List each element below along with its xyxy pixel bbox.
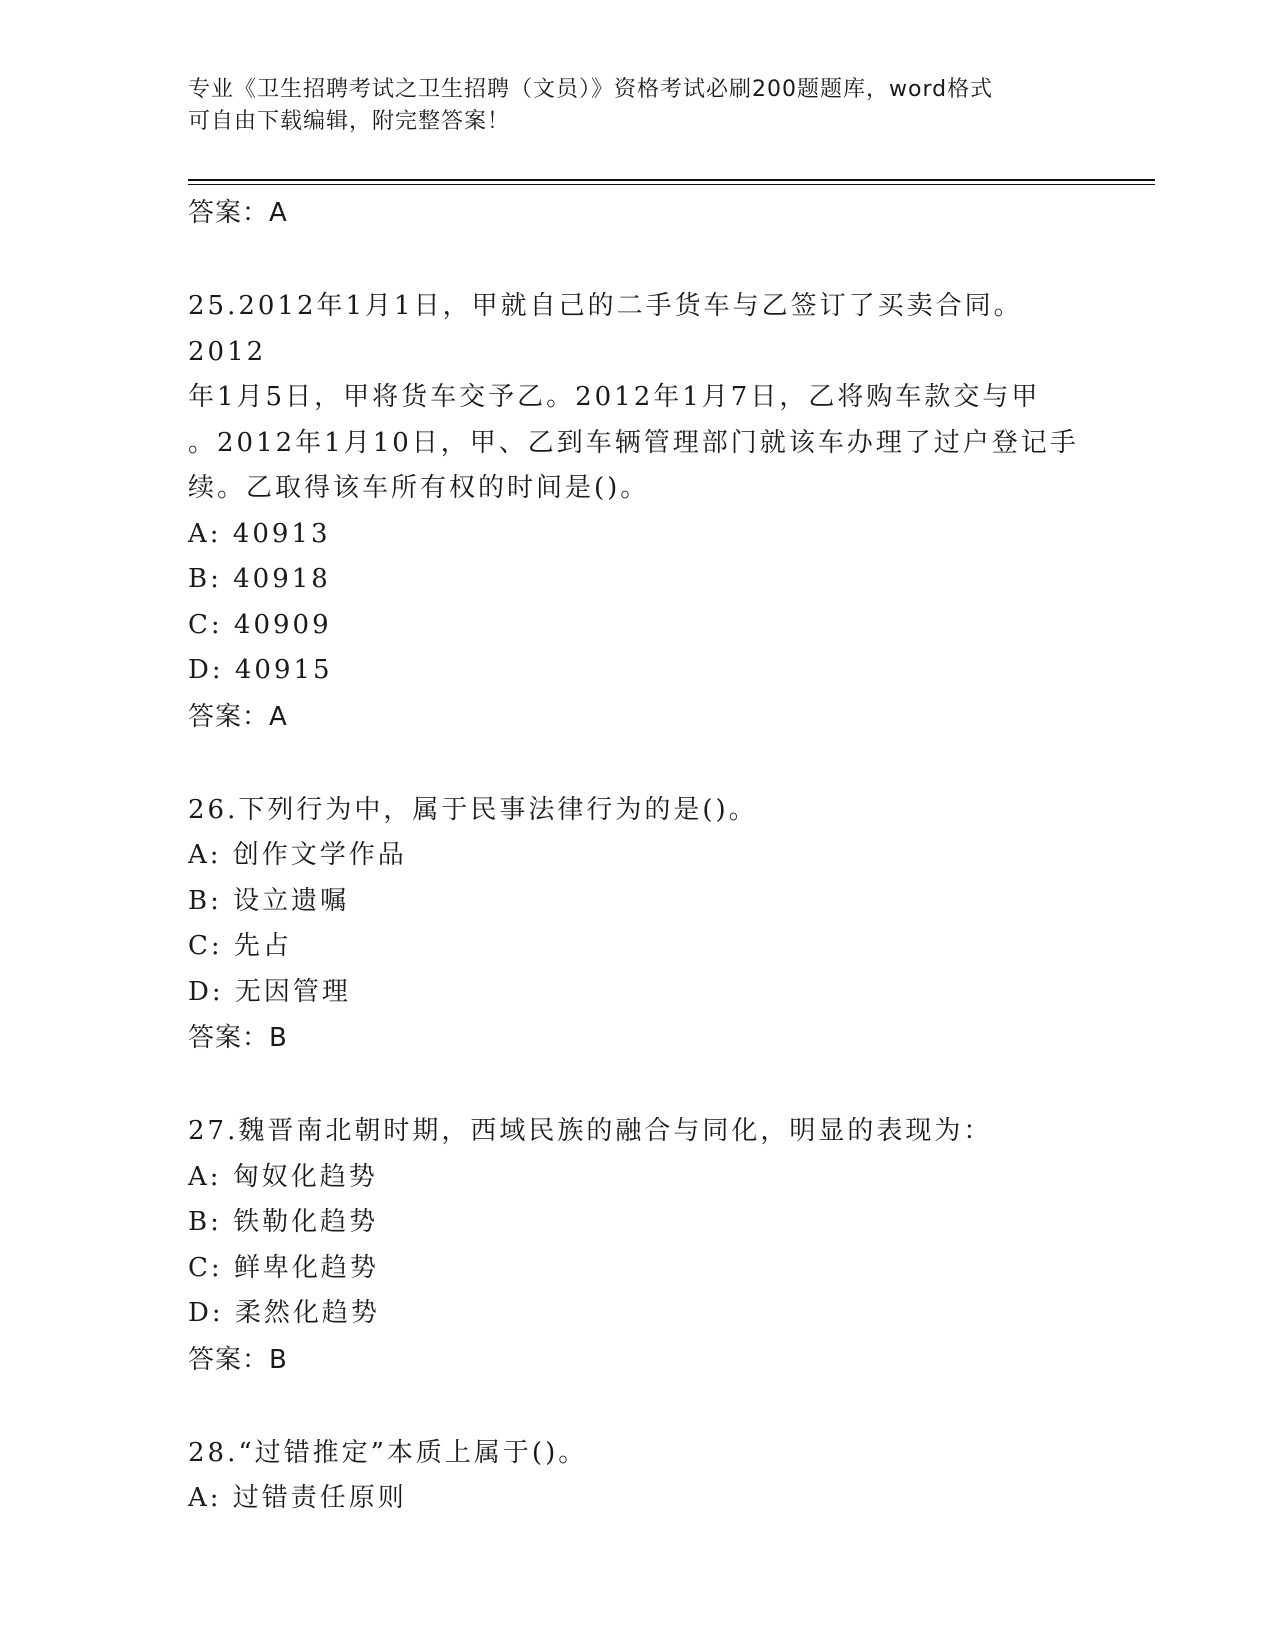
question-block [188,1431,1088,1522]
spacer [188,740,1088,788]
question-text-line: 26.下列行为中，属于民事法律行为的是()。 [188,794,758,825]
spacer [188,236,1088,284]
question-text-line: 28.“过错推定”本质上属于()。 [188,1437,588,1468]
document-header [188,74,1068,138]
header-rule-thin [188,184,1155,185]
spacer [188,1061,1088,1109]
question-block [188,788,1088,1062]
option-a: A: 过错责任原则 [188,1483,407,1513]
answer-label: 答案：B [188,1344,288,1375]
header-rule-thick [188,179,1155,181]
option-d: D: 柔然化趋势 [188,1298,380,1328]
answer-label: 答案：B [188,1023,288,1053]
document-body [188,190,1088,1522]
option-a: A: 匈奴化趋势 [188,1161,378,1192]
option-c: C: 40909 [188,609,332,640]
question-text-line: 年1月5日，甲将货车交予乙。2012年1月7日，乙将购车款交与甲 [188,382,1041,412]
answer-label: 答案：A [188,701,288,732]
spacer [188,1383,1088,1431]
option-a: A: 40913 [188,518,331,549]
question-text-line: 27.魏晋南北朝时期，西域民族的融合与同化，明显的表现为： [188,1116,993,1146]
header-line-1: 专业《卫生招聘考试之卫生招聘（文员）》资格考试必刷200题题库，word格式 [188,77,994,102]
previous-answer: 答案：A [188,198,288,228]
option-b: B: 铁勒化趋势 [188,1207,379,1237]
option-d: D: 40915 [188,655,333,685]
question-text-line: 续。乙取得该车所有权的时间是()。 [188,473,650,503]
option-a: A: 创作文学作品 [188,840,407,870]
question-text-line: 25.2012年1月1日，甲就自己的二手货车与乙签订了买卖合同。2012 [188,291,1023,367]
question-block [188,284,1088,740]
option-c: C: 鲜卑化趋势 [188,1252,379,1283]
option-b: B: 40918 [188,564,331,594]
question-block [188,1109,1088,1383]
option-c: C: 先占 [188,931,292,961]
option-d: D: 无因管理 [188,976,351,1007]
option-b: B: 设立遗嘱 [188,885,350,916]
question-text-line: 。2012年1月10日，甲、乙到车辆管理部门就该车办理了过户登记手 [188,427,1079,458]
header-line-2: 可自由下载编辑，附完整答案！ [188,109,511,134]
